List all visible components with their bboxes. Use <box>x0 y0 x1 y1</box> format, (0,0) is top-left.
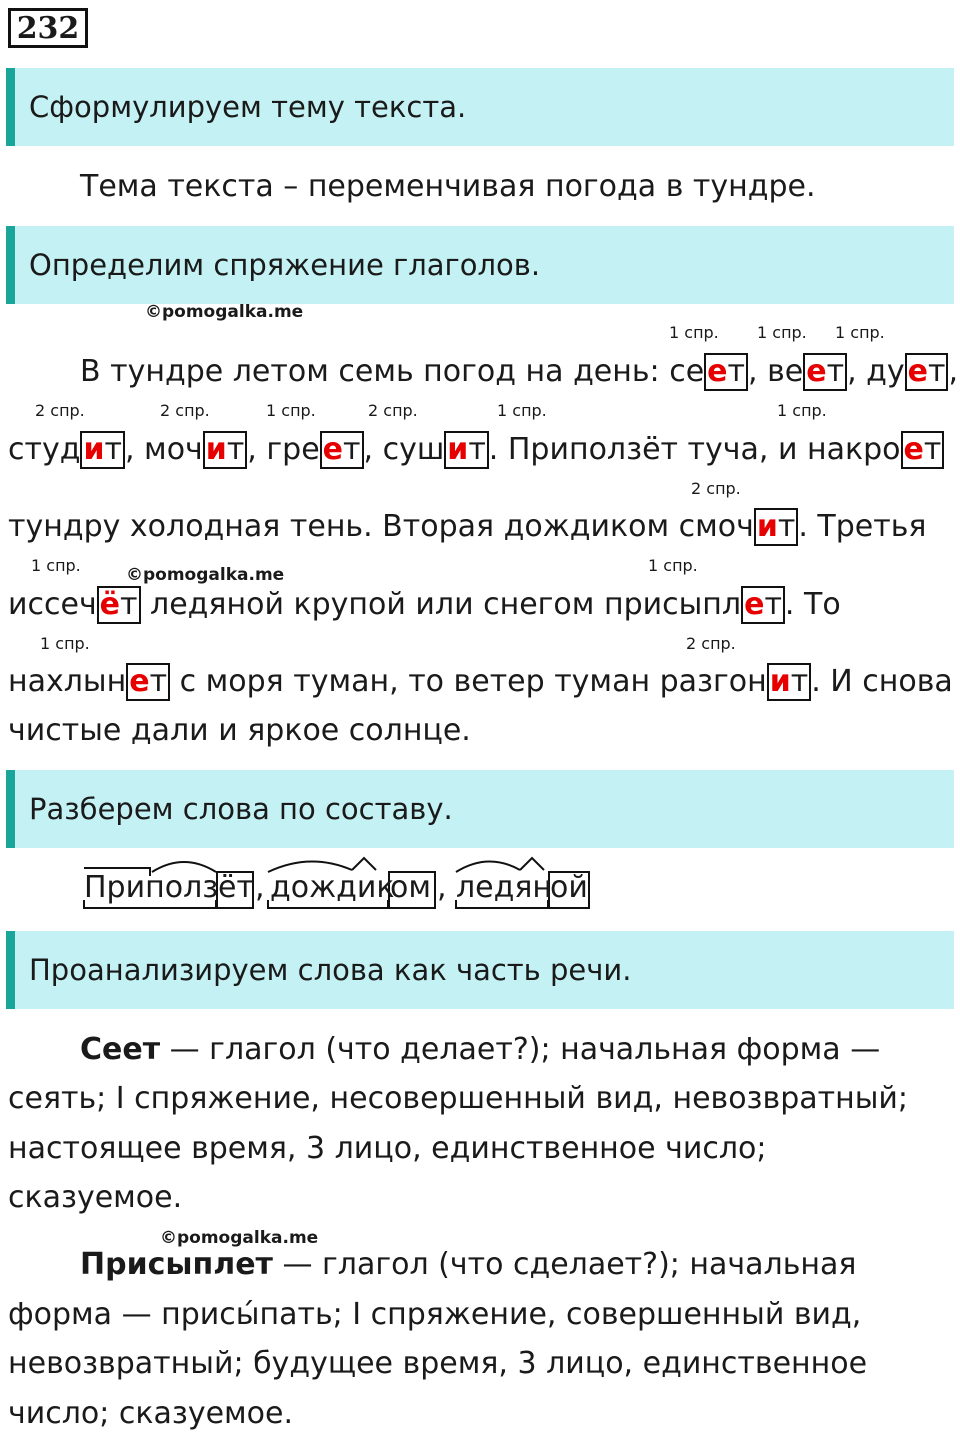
text-segment: ледяной крупой или снегом присыпл <box>140 587 742 622</box>
ending-box <box>754 508 799 546</box>
text-segment: , <box>437 870 447 905</box>
text-segment: т <box>777 509 796 544</box>
conj-label: 2 спр. <box>691 479 741 498</box>
ending-box <box>203 431 248 469</box>
conj-label: 1 спр. <box>648 556 698 575</box>
passage-line-6: чистые дали и яркое солнце. <box>8 713 471 748</box>
analysis-1-word: Сеет <box>80 1032 161 1067</box>
text-segment: е <box>744 587 765 622</box>
text-segment: — глагол (что делает?); начальная форма — <box>160 1032 881 1067</box>
text-segment: студ <box>8 432 81 467</box>
text-segment: т <box>226 432 245 467</box>
analysis-2-line-4: число; сказуемое. <box>8 1396 294 1431</box>
conj-label: 1 спр. <box>31 556 81 575</box>
passage-line-1 <box>80 352 958 392</box>
text-segment: е <box>707 354 728 389</box>
text-segment: , моч <box>124 432 203 467</box>
analysis-2-word: Присыплет <box>80 1247 273 1282</box>
text-segment: т <box>468 432 486 467</box>
text-segment: и <box>447 432 469 467</box>
text-segment: т <box>923 432 942 467</box>
conj-label: 2 спр. <box>160 401 210 420</box>
text-segment: тундру холодная тень. Вторая дождиком смоч <box>8 509 754 544</box>
text-segment: , ве <box>748 354 804 389</box>
conj-label: 1 спр. <box>266 401 316 420</box>
text-segment: е <box>301 432 320 467</box>
word-2-ending: ом <box>390 870 431 905</box>
conj-label: 2 спр. <box>686 634 736 653</box>
watermark: ©pomogalka.me <box>145 302 304 322</box>
passage-line-3 <box>8 507 926 547</box>
text-segment: т <box>826 354 845 389</box>
ending-box <box>97 586 141 624</box>
text-segment: т <box>727 354 745 389</box>
theme-heading-text: Сформулируем тему текста. <box>29 90 467 124</box>
word-1-stem: Приполз <box>84 870 219 905</box>
text-segment: т <box>790 664 809 699</box>
text-segment: е <box>322 432 344 467</box>
text-segment: . Третья <box>798 509 927 544</box>
ending-box <box>741 586 785 624</box>
text-segment: и <box>756 509 778 544</box>
analysis-2-line-2: форма — присы́пать; I спряжение, совершенный вид, <box>8 1297 862 1332</box>
text-segment: е <box>129 664 150 699</box>
text-segment: , <box>948 354 959 389</box>
text-segment: е <box>903 432 924 467</box>
text-segment: е <box>806 354 827 389</box>
analysis-1-line-4: сказуемое. <box>8 1180 183 1215</box>
text-segment: т <box>104 432 122 467</box>
theme-text: Тема текста – переменчивая погода в тундре. <box>80 169 816 204</box>
ending-box <box>767 663 812 701</box>
text-segment: , <box>255 870 265 905</box>
exercise-number: 232 <box>8 8 88 48</box>
analysis-2-line-1 <box>80 1245 856 1285</box>
conjugation-heading <box>6 226 954 304</box>
ending-box <box>126 663 170 701</box>
pos-heading <box>6 931 954 1009</box>
text-segment: е <box>907 354 928 389</box>
text-segment: т <box>343 432 361 467</box>
ending-box <box>320 431 364 469</box>
ending-box <box>704 353 748 391</box>
text-segment: — глагол (что сделает?); начальная <box>272 1247 857 1282</box>
text-segment: нахлын <box>8 664 127 699</box>
passage-line-4 <box>8 585 841 625</box>
passage-line-5 <box>8 662 953 702</box>
text-segment: В тундре летом семь погод на день: се <box>80 354 705 389</box>
conj-label: 1 спр. <box>835 323 885 342</box>
conj-label: 1 спр. <box>777 401 827 420</box>
conj-label: 1 спр. <box>669 323 719 342</box>
analysis-2-line-3: невозвратный; будущее время, 3 лицо, единственное <box>8 1346 868 1381</box>
text-segment: ё <box>99 587 121 622</box>
morphemes-heading-text: Разберем слова по составу. <box>29 792 453 826</box>
analysis-1-line-1 <box>80 1030 880 1070</box>
conj-label: 1 спр. <box>757 323 807 342</box>
ending-box <box>901 431 945 469</box>
conj-label: 1 спр. <box>497 401 547 420</box>
conj-label: 1 спр. <box>40 634 90 653</box>
watermark: ©pomogalka.me <box>160 1228 319 1248</box>
ending-box <box>80 431 125 469</box>
theme-heading <box>6 68 954 146</box>
text-segment: т <box>928 354 946 389</box>
text-segment: и <box>769 664 791 699</box>
text-segment: т <box>149 664 168 699</box>
text-segment: с моря туман, то ветер туман разгон <box>170 664 767 699</box>
text-segment: т <box>764 587 782 622</box>
word-1-ending: ёт <box>218 870 254 905</box>
text-segment: . Приползёт туча, и накро <box>488 432 901 467</box>
text-segment: и <box>205 432 227 467</box>
watermark: ©pomogalka.me <box>126 565 285 585</box>
ending-box <box>444 431 489 469</box>
text-segment: т <box>120 587 138 622</box>
text-segment: , гр <box>247 432 302 467</box>
word-3-stem: ледян <box>456 870 553 905</box>
analysis-1-line-2: сеять; I спряжение, несовершенный вид, невозвратный; <box>8 1081 908 1116</box>
ending-box <box>803 353 847 391</box>
text-segment: , суш <box>363 432 445 467</box>
text-segment: . То <box>784 587 841 622</box>
conjugation-heading-text: Определим спряжение глаголов. <box>29 248 541 282</box>
text-segment: . И снова <box>811 664 953 699</box>
text-segment: и <box>83 432 105 467</box>
pos-heading-text: Проанализируем слова как часть речи. <box>29 953 632 987</box>
conj-label: 2 спр. <box>35 401 85 420</box>
word-2-stem: дождик <box>270 870 395 905</box>
morphemes-heading <box>6 770 954 848</box>
conj-label: 2 спр. <box>368 401 418 420</box>
ending-box <box>905 353 949 391</box>
passage-line-2 <box>8 430 944 470</box>
text-segment: , ду <box>847 354 905 389</box>
analysis-1-line-3: настоящее время, 3 лицо, единственное число; <box>8 1131 767 1166</box>
text-segment: иссеч <box>8 587 97 622</box>
word-3-ending: ой <box>550 870 588 905</box>
